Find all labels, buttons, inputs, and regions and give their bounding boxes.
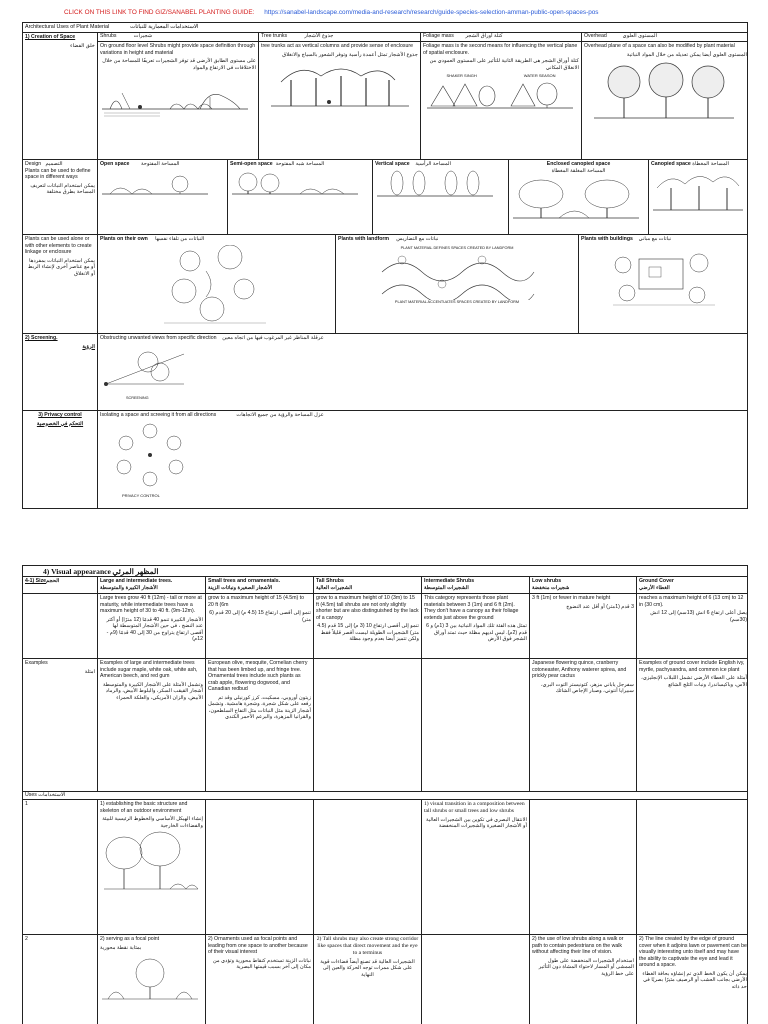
header-small-trees: Small trees and ornamentals.	[208, 578, 281, 584]
col-foliage-mass-head: Foliage mass	[423, 33, 454, 39]
col-overhead-head: Overhead	[584, 33, 607, 39]
use2-low-shrubs-ar: استخدام الشجيرات المنخفضة على طول الممشى أو المسار لاحتواء المشاة دون التأثير على خط الرؤية	[538, 957, 634, 977]
row-creation-of-space	[23, 33, 747, 160]
header-low-shrubs: Low shrubs	[532, 578, 562, 584]
screening-text-ar: عرقلة المناظر غير المرغوب فيها من اتجاه معين	[222, 335, 324, 341]
screening-label-ar: الرؤية	[82, 343, 95, 350]
use2-small-trees: 2) Ornaments used as focal points and leading from one space to another because of their visual interest	[208, 936, 308, 955]
screening-sketch-label: SCREENING	[126, 395, 149, 400]
shrubs-text: On ground floor level Shrubs might provide space definition through variations in height and material	[100, 43, 256, 56]
use2-ground-cover: 2) The line created by the edge of ground cover when it adjoins lawn or pavement can be visually interesting unto itself and may have the ability to captivate the eye and lead it around a space.	[639, 936, 747, 968]
size-label-ar: الحجم	[46, 578, 60, 584]
canopied-space-head: Canopied space	[651, 161, 691, 167]
size-intermediate-shrubs-ar: تمثل هذه الفئة تلك المواد النباتية بين 3 (1م) و 6 قدم (2م). ليس لديهم مظلة حيث تمتد أوراق الشجر فوق الأرض	[426, 623, 527, 642]
shrubs-text-ar: على مستوى الطابق الأرضي قد توفر الشجيرات تعريفًا للمساحة من خلال الاختلافات في الارتفاع والمواد	[102, 58, 256, 71]
foliage-sketch-label-2: WATER SEASON	[523, 73, 556, 78]
foliage-mass-text-ar: كتلة أوراق الشجر هي الطريقة الثانية للتأثير على المستوى العمودي من الانغلاق المكاني	[429, 58, 579, 71]
vertical-space-head: Vertical space	[375, 161, 410, 167]
example-low-shrubs-ar: سفرجل ياباني مزهر، كتونيستر التوت البري، سبيرايا أنتوني، وصبار الإجاص الشائك	[540, 681, 634, 694]
landform-note-1: PLANT MATERIAL DEFINES SPACES CREATED BY LANDFORM	[400, 245, 514, 250]
semi-open-head: Semi-open space	[230, 161, 273, 167]
enclosed-canopied-sketch	[511, 176, 646, 222]
visual-appearance-table	[22, 565, 748, 1024]
use2-large-trees-ar: بمثابة نقطة محورية	[100, 944, 142, 951]
vertical-space-head-ar: المساحة الرأسية	[415, 161, 452, 167]
use-2-number: 2	[25, 936, 28, 942]
use2-tall-shrubs: 2) Tall shrubs may also create strong corridor like spaces that direct movement and the eye to a terminus	[316, 936, 419, 956]
landform-note-2: PLANT MATERIAL ACCENTUATES SPACES CREATED BY LANDFORM	[394, 300, 520, 305]
privacy-label: 3) Privacy control	[38, 412, 82, 418]
planting-guide-url[interactable]: https://sanabel-landscape.com/media-and-research/research/guide-species-selection-amman-public-open-spaces-pos	[264, 9, 599, 16]
use1-large-trees-sketch	[100, 831, 203, 897]
use2-large-trees: 2) serving as a focal point	[100, 936, 160, 942]
col-tree-trunks-head: Tree trunks	[261, 33, 288, 39]
use1-large-trees: 1) establishing the basic structure and skeleton of an outdoor environment	[100, 801, 188, 814]
plants-own-sketch	[160, 245, 333, 327]
header-tall-shrubs: Tall Shrubs	[316, 578, 344, 584]
foliage-sketch-label-1: SHAKER SINGH	[446, 73, 477, 78]
example-ground-cover: Examples of ground cover include English ivy, myrtle, pachysandra, and common ice plant	[639, 660, 745, 673]
planting-guide-label: CLICK ON THIS LINK TO FIND GIZ/SANABEL PLANTING GUIDE:	[64, 9, 255, 16]
plants-own-head-ar: النباتات من تلقاء نفسها	[155, 236, 205, 242]
open-space-head-ar: المساحة المفتوحة	[140, 161, 180, 167]
examples-row	[23, 659, 747, 792]
screening-sketch	[100, 344, 747, 396]
open-space-head: Open space	[100, 161, 130, 167]
use2-small-trees-ar: نباتات الزينة تستخدم كنقاط محورية وتؤدي من مكان إلى آخر بسبب قيمتها البصرية	[212, 957, 311, 970]
foliage-mass-sketch	[423, 80, 579, 110]
use1-intermediate-shrubs-ar: الانتقال البصري في تكوين بين الشجيرات العالية أو الأشجار الصغيرة والشجيرات المنخفضة	[426, 816, 527, 830]
example-small-trees-ar: زيتون أوروبي، مسكيت، كرز كورنيلي وقد تم رفعه على شكل شجرة، وشجرة هامشية. وتشمل أشجار الزينة مثل النباتات مثل التفاح السلطعون، والقرانيا المزهرة، والبرعم الأحمر الكندي	[208, 694, 311, 720]
screening-text: Obstructing unwanted views from specific direction	[100, 335, 217, 341]
use2-tall-shrubs-ar: الشجيرات العالية قد تصنع أيضاً فضاءات قوية على شكل ممرات توجه الحركة والعين إلى النهاية	[320, 958, 415, 978]
examples-label: Examples	[25, 660, 48, 666]
header-large-trees-ar: الأشجار الكبيرة والمتوسطة	[100, 584, 158, 591]
screening-label: 2) Screening.	[25, 335, 58, 341]
use-row-2	[23, 935, 747, 1024]
size-intermediate-shrubs: This category represents those plant materials between 3 (1m) and 6 ft (2m). They don't have a canopy as their foliage extends just above the ground	[424, 595, 519, 621]
privacy-text-ar: عزل المساحة والرؤية من جميع الاتجاهات	[236, 412, 324, 418]
plants-landform-head: Plants with landform	[338, 236, 390, 242]
use-1-number: 1	[25, 801, 28, 807]
architectural-uses-table	[22, 22, 748, 509]
size-row	[23, 594, 747, 659]
plants-landform-head-ar: نباتات مع التضاريس	[396, 236, 439, 242]
example-large-trees-ar: وتشمل الأمثلة على الأشجار الكبيرة والمتوسطة أشجار القيقب السكر، والبلوط الأبيض، والرماد الأبيض، والزان الأمريكي، والعلكة الحمراء	[102, 681, 203, 701]
plants-own-head: Plants on their own	[100, 236, 148, 242]
row-design	[23, 160, 747, 235]
row-linkage	[23, 235, 747, 334]
col-shrubs-head-ar: شجيرات	[133, 33, 153, 39]
example-low-shrubs: Japanese flowering quince, cranberry cotoneaster, Anthony waterer spirea, and prickly pear cactus	[532, 660, 627, 679]
col-tree-trunks-head-ar: جذوع الأشجار	[304, 33, 334, 39]
use1-large-trees-ar: إنشاء الهيكل الأساسي والخطوط الرئيسية للبيئة والفضاءات الخارجية	[102, 816, 203, 829]
design-text: Plants can be used to define space in different ways	[25, 167, 91, 180]
canopied-space-head-ar: المساحة المغطاة	[692, 161, 729, 167]
uses-label: Uses	[25, 792, 37, 798]
privacy-sketch	[110, 421, 747, 493]
header-small-trees-ar: الأشجار الصغيرة ونباتات الزينة	[208, 584, 273, 591]
plants-buildings-head-ar: نباتات مع مباني	[638, 236, 672, 242]
semi-open-head-ar: المساحة شبه المفتوحة	[275, 161, 325, 167]
plants-buildings-head: Plants with buildings	[581, 236, 633, 242]
foliage-mass-text: Foliage mass is the second means for influencing the vertical plane of spatial enclosure.	[423, 43, 578, 56]
row-screening	[23, 334, 747, 411]
example-large-trees: Examples of large and intermediate trees include sugar maple, white oak, white ash, American beech, and red gum	[100, 660, 198, 679]
privacy-sketch-label: PRIVACY CONTROL	[122, 492, 160, 498]
use-row-1	[23, 800, 747, 935]
overhead-text: Overhead plane of a space can also be modified by plant material	[584, 43, 735, 49]
creation-of-space-label-ar: خلق الفضاء	[70, 42, 95, 49]
header-ground-cover-ar: الغطاء الأرضي	[639, 584, 670, 591]
header-low-shrubs-ar: شجيرات منخفضة	[532, 584, 570, 591]
header-intermediate-shrubs-ar: الشجيرات المتوسطة	[424, 584, 469, 591]
planting-guide-link-line	[64, 9, 764, 17]
col-shrubs-head: Shrubs	[100, 33, 117, 39]
overhead-text-ar: المستوى العلوي أيضا يمكن تعديله من خلال المواد النباتية	[626, 51, 747, 58]
size-small-trees: grow to a maximum height of 15 (4.5m) to 20 ft (6m	[208, 595, 305, 608]
size-label: 4-1) Size	[25, 578, 47, 584]
size-large-trees: Large trees grow 40 ft (12m) - tall or more at maturity, while intermediate trees have a maximum height of 30 to 40 ft. (9m-12m).	[100, 595, 202, 614]
size-large-trees-ar: الأشجار الكبيرة تنمو 40 قدمًا (12 مترًا) أو أكثر عند النضج ، في حين الأشجار المتوسطة لها أقصى ارتفاع يتراوح من 30 إلى 40 قدمًا (9م - 12م)	[106, 616, 203, 642]
size-ground-cover-ar: يصل أعلى ارتفاع 6 انش (13سم) إلى 12 انش (30سم)	[650, 610, 747, 623]
size-low-shrubs-ar: 3 قدم (1متر) أو أقل عند النضوج	[566, 603, 634, 610]
visual-header-row	[23, 577, 747, 594]
privacy-label-ar: التحكم في الخصوصية	[36, 420, 84, 427]
size-tall-shrubs-ar: تنمو إلى أقصى ارتفاع 10 (3 م) إلى 15 قدم (4.5 متر) الشجيرات الطويلة ليست أقصر قليلاً فقط ولكن تتميز أيضا بعدم وجود مظلة	[317, 623, 419, 642]
use1-intermediate-shrubs: 1) visual transition in a composition between tall shrubs or small trees and low shrubs	[424, 801, 525, 814]
visual-title-ar: المظهر المرئي	[112, 567, 159, 576]
creation-of-space-label: 1) Creation of Space	[25, 34, 76, 40]
linkage-text: Plants can be used alone or with other elements to create linkage or enclosure	[25, 236, 92, 255]
examples-label-ar: امثلة	[84, 668, 95, 675]
plants-buildings-sketch	[609, 245, 747, 311]
header-ground-cover: Ground Cover	[639, 578, 674, 584]
linkage-text-ar: يمكن استخدام النباتات بمفردها أو مع عناصر أخرى لإنشاء الربط أو الانغلاق	[27, 257, 95, 277]
arch-title-ar: الاستخدامات المعمارية للنباتات	[130, 24, 199, 30]
semi-open-sketch	[230, 170, 370, 200]
canopied-space-sketch	[651, 170, 747, 216]
vertical-space-sketch	[375, 170, 506, 200]
uses-label-ar: الاستخدامات	[38, 792, 66, 798]
size-small-trees-ar: تنمو إلى أقصى ارتفاع 15 (4.5 م) إلى 20 قدم (6 متر)	[209, 610, 311, 623]
open-space-sketch	[100, 170, 225, 200]
col-overhead-head-ar: المستوى العلوي	[622, 33, 658, 39]
use2-low-shrubs: 2) the use of low shrubs along a walk or path to contain pedestrians on the walk without affecting their line of vision.	[532, 936, 624, 955]
tree-trunks-text-ar: جذوع الأشجار تمثل أعمدة رأسية وتوفر الشعور بالسياج والانغلاق	[282, 51, 418, 58]
example-ground-cover-ar: أمثلة على الغطاء الأرضي تشمل اللبلاب الإنجليزي، الآس، وباكيساندرا، ونبات الثلج الشائع	[641, 675, 747, 688]
row-privacy	[23, 411, 747, 509]
plants-landform-sketch	[378, 252, 576, 300]
use2-large-trees-sketch	[100, 953, 203, 1003]
visual-title: 4) Visual appearance	[43, 567, 111, 576]
tree-trunks-sketch	[261, 60, 418, 112]
tree-trunks-text: tree trunks act as vertical columns and provide sense of enclosure	[261, 43, 413, 49]
privacy-text: Isolating a space and screeing it from all directions	[100, 412, 217, 418]
enclosed-canopied-head-ar: المساحة المغلقة المغطاة	[551, 167, 606, 174]
size-tall-shrubs: grow to a maximum height of 10 (3m) to 15 ft (4.5m) tall shrubs are not only slightly shorter but are also distinguished by the lack of a canopy	[316, 595, 419, 621]
header-intermediate-shrubs: Intermediate Shrubs	[424, 578, 475, 584]
example-small-trees: European olive, mesquite, Cornelian cherry that has been limbed up, and fringe tree. Ornamental trees include such plants as crab apple, flowering dogwood, and Canadian redbud	[208, 660, 308, 692]
design-label: Design	[25, 161, 42, 167]
col-foliage-mass-head-ar: كتلة أوراق الشجر	[465, 33, 503, 39]
enclosed-canopied-head: Enclosed canopied space	[546, 161, 611, 167]
use2-ground-cover-ar: يمكن أن يكون الخط الذي تم إنشاؤه بحافة الغطاء الأرضي بجانب العشب أو الرصيف مثيرًا بصريًا في حد ذاته	[642, 970, 747, 990]
header-large-trees: Large and intermediate trees.	[100, 578, 173, 584]
overhead-sketch	[584, 60, 747, 124]
size-low-shrubs: 3 ft (1m) or fewer in mature height	[532, 595, 611, 601]
size-ground-cover: reaches a maximum height of 6 (13 cm) to 12 in (30 cm).	[639, 595, 744, 608]
design-text-ar: يمكن استخدام النباتات لتعريف المساحة بطرق مختلفة	[30, 182, 95, 195]
shrubs-sketch	[100, 73, 256, 119]
arch-title: Architectural Uses of Plant Material	[25, 24, 110, 30]
header-tall-shrubs-ar: الشجيرات العالية	[316, 584, 353, 591]
design-label-ar: التصميم	[45, 161, 63, 167]
